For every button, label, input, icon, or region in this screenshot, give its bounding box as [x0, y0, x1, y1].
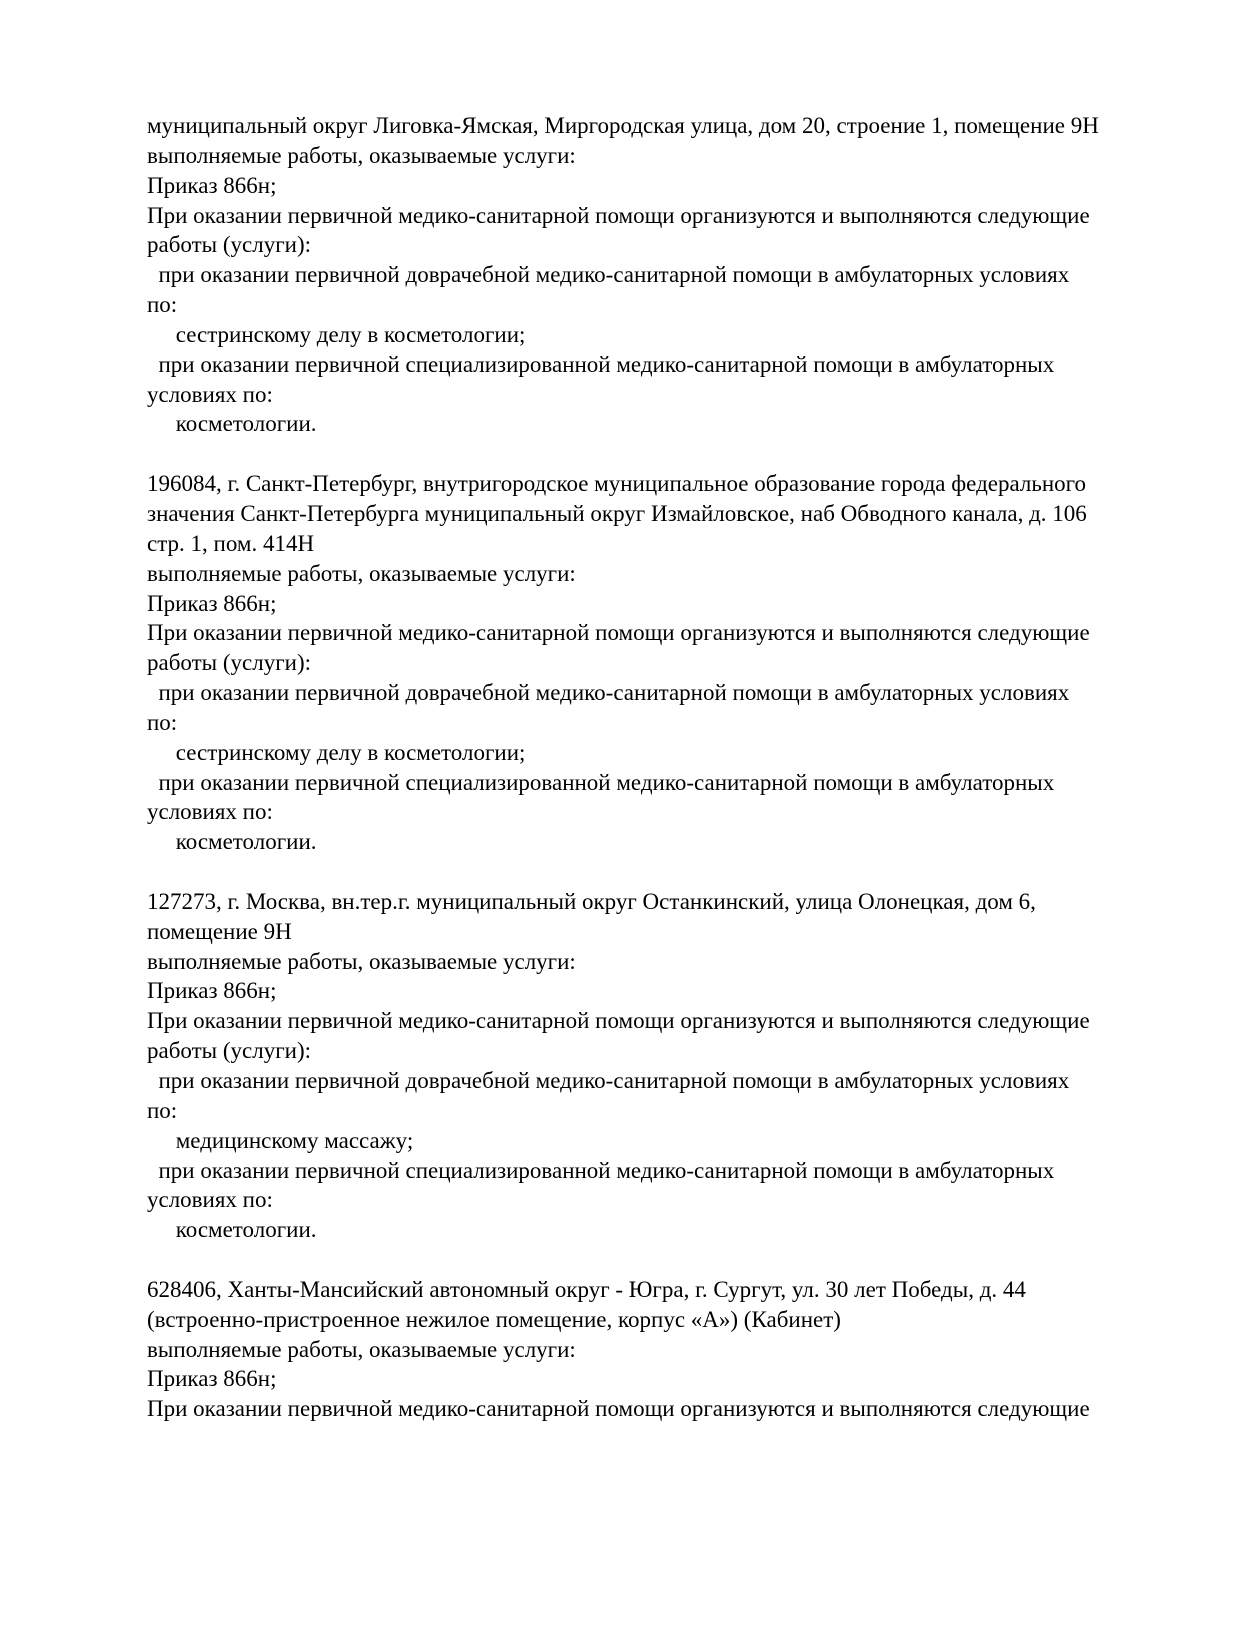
text-line: условиях по:: [147, 799, 273, 825]
text-line: при оказании первичной доврачебной медико-санитарной помощи в амбулаторных условиях: [147, 262, 1070, 288]
order-number-line: Приказ 866н;: [147, 1366, 277, 1392]
text-line: При оказании первичной медико-санитарной помощи организуются и выполняются следующие: [147, 620, 1090, 646]
works-services-label: выполняемые работы, оказываемые услуги:: [147, 142, 576, 168]
text-line: работы (услуги):: [147, 232, 311, 258]
works-services-label: выполняемые работы, оказываемые услуги:: [147, 1336, 576, 1362]
service-item-line: сестринскому делу в косметологии;: [147, 321, 526, 347]
works-services-label: выполняемые работы, оказываемые услуги:: [147, 560, 576, 586]
address-line: 127273, г. Москва, вн.тер.г. муниципальный округ Останкинский, улица Олонецкая, дом 6,: [147, 888, 1036, 914]
works-services-label: выполняемые работы, оказываемые услуги:: [147, 948, 576, 974]
text-line: работы (услуги):: [147, 1038, 311, 1064]
text-line: по:: [147, 709, 178, 735]
text-line: при оказании первичной специализированной медико-санитарной помощи в амбулаторных: [147, 769, 1055, 795]
text-line: При оказании первичной медико-санитарной помощи организуются и выполняются следующие: [147, 1008, 1090, 1034]
text-line: по:: [147, 1097, 178, 1123]
text-line: по:: [147, 292, 178, 318]
text-line: работы (услуги):: [147, 650, 311, 676]
order-number-line: Приказ 866н;: [147, 172, 277, 198]
service-item-line: косметологии.: [147, 829, 317, 855]
text-line: условиях по:: [147, 1187, 273, 1213]
service-item-line: косметологии.: [147, 411, 317, 437]
address-line: муниципальный округ Лиговка-Ямская, Миргородская улица, дом 20, строение 1, помещение 9Н: [147, 113, 1099, 138]
text-line: При оказании первичной медико-санитарной помощи организуются и выполняются следующие: [147, 202, 1090, 228]
address-line: 196084, г. Санкт-Петербург, внутригородское муниципальное образование города федерального: [147, 471, 1087, 497]
address-block-surgut: [147, 1275, 1187, 1424]
text-line: при оказании первичной доврачебной медико-санитарной помощи в амбулаторных условиях: [147, 1068, 1070, 1093]
address-block-izmaylovskoye: [147, 469, 1187, 857]
text-line: При оказании первичной медико-санитарной помощи организуются и выполняются следующие: [147, 1396, 1090, 1422]
address-block-ligovka-yamskaya: [147, 111, 1187, 439]
order-number-line: Приказ 866н;: [147, 978, 277, 1004]
service-item-line: медицинскому массажу;: [147, 1127, 414, 1153]
text-line: при оказании первичной специализированной медико-санитарной помощи в амбулаторных: [147, 1157, 1055, 1183]
text-line: при оказании первичной специализированной медико-санитарной помощи в амбулаторных: [147, 351, 1055, 377]
address-line: стр. 1, пом. 414Н: [147, 530, 315, 556]
address-block-ostankinskiy: [147, 887, 1187, 1245]
license-text-content: [147, 111, 1187, 1454]
text-line: при оказании первичной доврачебной медико-санитарной помощи в амбулаторных условиях: [147, 680, 1070, 706]
address-line: 628406, Ханты-Мансийский автономный округ - Югра, г. Сургут, ул. 30 лет Победы, д. 44: [147, 1276, 1026, 1302]
address-line: помещение 9Н: [147, 918, 292, 944]
address-line: (встроенно-пристроенное нежилое помещение, корпус «А») (Кабинет): [147, 1306, 841, 1332]
service-item-line: косметологии.: [147, 1217, 317, 1243]
service-item-line: сестринскому делу в косметологии;: [147, 739, 526, 765]
text-line: условиях по:: [147, 381, 273, 407]
address-line: значения Санкт-Петербурга муниципальный округ Измайловское, наб Обводного канала, д. 106: [147, 500, 1087, 526]
order-number-line: Приказ 866н;: [147, 590, 277, 616]
